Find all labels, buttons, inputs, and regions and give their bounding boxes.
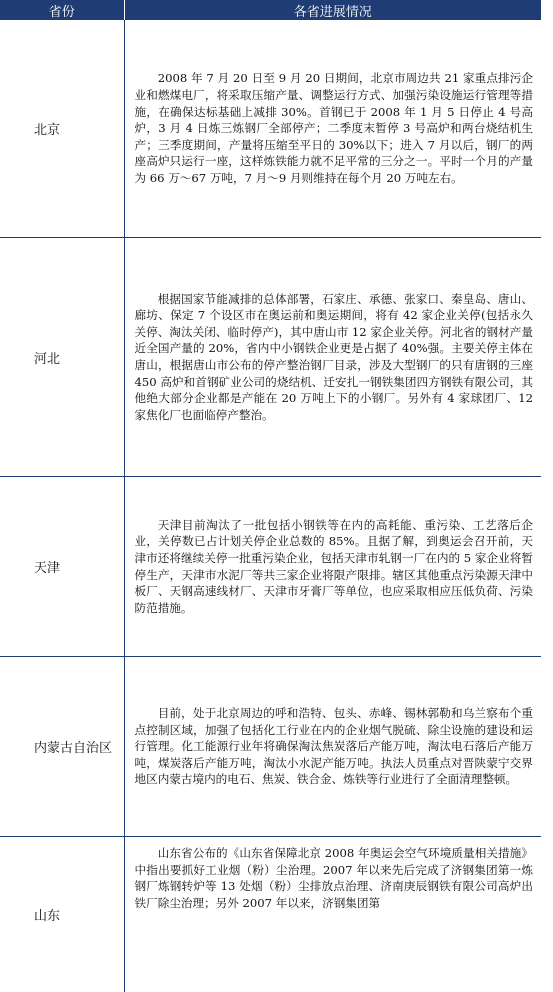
table-row-shandong [0, 837, 541, 992]
progress-cell: 山东省公布的《山东省保障北京 2008 年奥运会空气环境质量相关措施》中指出要抓好工业烟（粉）尘治理。2007 年以来先后完成了济钢集团第一炼钢厂炼钢转炉等 13 处烟（粉）尘排放点治理、济南庚辰钢铁有限公司高炉出铁厂除尘治理；另外 2007 年以来，济钢集团第 [124, 837, 541, 992]
progress-cell: 2008 年 7 月 20 日至 9 月 20 日期间，北京市周边共 21 家重点排污企业和燃煤电厂，将采取压缩产量、调整运行方式、加强污染设施运行管理等措施，在确保达标基础上减排 30%。首钢已于 2008 年 1 月 5 日停止 4 号高炉，3 月 4 日炼三炼钢厂全部停产；二季度末暂停 3 号高炉和两台烧结机生产；三季度期间，产量将压缩至平日的 30%以下；进入 7 月以后，钢厂的两座高炉只运行一座，这样炼铁能力就不足平常的三分之一。平时一个月的产量为 66 万～67 万吨，7 月～9 月则维持在每个月 20 万吨左右。 [124, 20, 541, 238]
table-row-beijing [0, 20, 541, 238]
province-cell: 内蒙古自治区 [0, 657, 124, 837]
header-province: 省份 [0, 0, 124, 20]
province-cell: 北京 [0, 20, 124, 238]
progress-cell: 目前，处于北京周边的呼和浩特、包头、赤峰、锡林郭勒和乌兰察布个重点控制区域，加强了包括化工行业在内的企业烟气脱硫、除尘设施的建设和运行管理。化工能源行业年将确保淘汰焦炭落后产能万吨，淘汰电石落后产能万吨，煤炭落后产能万吨，淘汰小水泥产能万吨。执法人员重点对晋陕蒙宁交界地区内蒙古境内的电石、焦炭、铁合金、炼铁等行业进行了全面清理整顿。 [124, 657, 541, 837]
table-header-row [0, 0, 541, 20]
table-row-tianjin [0, 477, 541, 657]
province-cell: 河北 [0, 238, 124, 477]
province-cell: 山东 [0, 837, 124, 992]
progress-cell: 天津目前淘汰了一批包括小钢铁等在内的高耗能、重污染、工艺落后企业，关停数已占计划关停企业总数的 85%。且据了解，到奥运会召开前，天津市还将继续关停一批重污染企业，包括天津市轧钢一厂在内的 5 家企业将暂停生产，天津市水泥厂等共三家企业将限产限排。辖区其他重点污染源天津中板厂、天钢高速线材厂、天津市牙膏厂等单位，也应采取相应压低负荷、污染防范措施。 [124, 477, 541, 657]
progress-cell: 根据国家节能减排的总体部署，石家庄、承德、张家口、秦皇岛、唐山、廊坊、保定 7 个设区市在奥运前和奥运期间，将有 42 家企业关停(包括永久关停、淘汰关闭、临时停产)，其中唐山市 12 家企业关停。河北省的钢材产量近全国产量的 20%，省内中小钢铁企业更是占据了 40%强。主要关停主体在唐山，根据唐山市公布的停产整治钢厂目录，涉及大型钢厂的只有唐钢的三座 450 高炉和首钢矿业公司的烧结机、迁安扎一钢铁集团四方钢铁有限公司，其他绝大部分企业都是产能在 20 万吨上下的小钢厂。另外有 4 家球团厂、12 家焦化厂也面临停产整治。 [124, 238, 541, 477]
table-row-hebei [0, 238, 541, 477]
header-progress: 各省进展情况 [124, 0, 541, 20]
province-cell: 天津 [0, 477, 124, 657]
table-row-inner-mongolia [0, 657, 541, 837]
